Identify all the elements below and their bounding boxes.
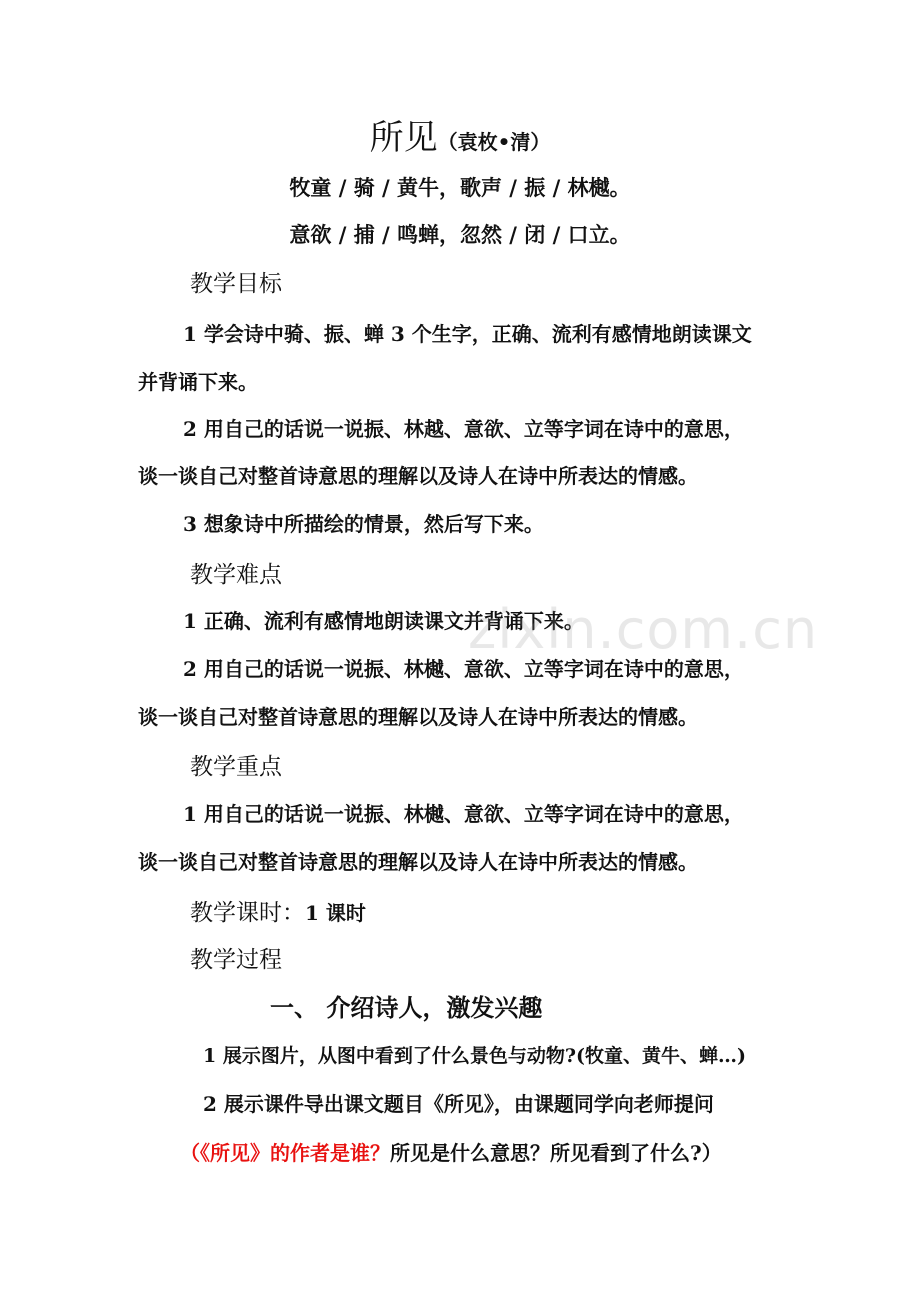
goal-item-2: 2 用自己的话说一说振、林越、意欲、立等字词在诗中的意思， [183, 417, 744, 441]
goal-item-1: 1 学会诗中骑、振、蝉 3 个生字，正确、流利有感情地朗读课文 [183, 322, 752, 346]
goal-item-2-cont: 谈一谈自己对整首诗意思的理解以及诗人在诗中所表达的情感。 [138, 464, 698, 488]
goal-item-1-cont: 并背诵下来。 [138, 370, 258, 394]
poem-author: （袁枚•清） [437, 130, 551, 154]
key-point-item-1: 1 用自己的话说一说振、林樾、意欲、立等字词在诗中的意思， [183, 802, 744, 826]
key-points-heading: 教学重点 [190, 754, 282, 780]
poem-title: 所见 [369, 118, 438, 158]
key-point-item-1-cont: 谈一谈自己对整首诗意思的理解以及诗人在诗中所表达的情感。 [138, 850, 698, 874]
process-question [180, 1137, 722, 1166]
question-rest: 所见是什么意思？所见看到了什么?） [390, 1141, 722, 1165]
process-step-1: 1 展示图片，从图中看到了什么景色与动物?(牧童、黄牛、蝉…) [203, 1045, 746, 1067]
difficulty-item-2: 2 用自己的话说一说振、林樾、意欲、立等字词在诗中的意思， [183, 657, 744, 681]
poem-line-2: 意欲 / 捕 / 鸣蝉，忽然 / 闭 / 口立。 [289, 222, 631, 247]
process-step-2: 2 展示课件导出课文题目《所见》，由课题同学向老师提问 [203, 1092, 714, 1116]
question-highlight: （《所见》的作者是谁？ [180, 1141, 390, 1165]
process-section-1: 一、 介绍诗人，激发兴趣 [270, 993, 543, 1022]
difficulty-item-1: 1 正确、流利有感情地朗读课文并背诵下来。 [183, 609, 584, 633]
goal-item-3: 3 想象诗中所描绘的情景，然后写下来。 [183, 512, 544, 536]
class-hours-value: 1 课时 [305, 901, 366, 925]
watermark: zixin.com.cn [468, 598, 819, 661]
difficulty-item-2-cont: 谈一谈自己对整首诗意思的理解以及诗人在诗中所表达的情感。 [138, 705, 698, 729]
process-heading: 教学过程 [190, 947, 282, 973]
class-hours [190, 894, 366, 927]
difficulties-heading: 教学难点 [190, 562, 282, 588]
document-title [0, 110, 920, 159]
poem-line-1: 牧童 / 骑 / 黄牛，歌声 / 振 / 林樾。 [289, 175, 631, 200]
class-hours-label: 教学课时： [190, 900, 305, 926]
goals-heading: 教学目标 [190, 271, 282, 297]
